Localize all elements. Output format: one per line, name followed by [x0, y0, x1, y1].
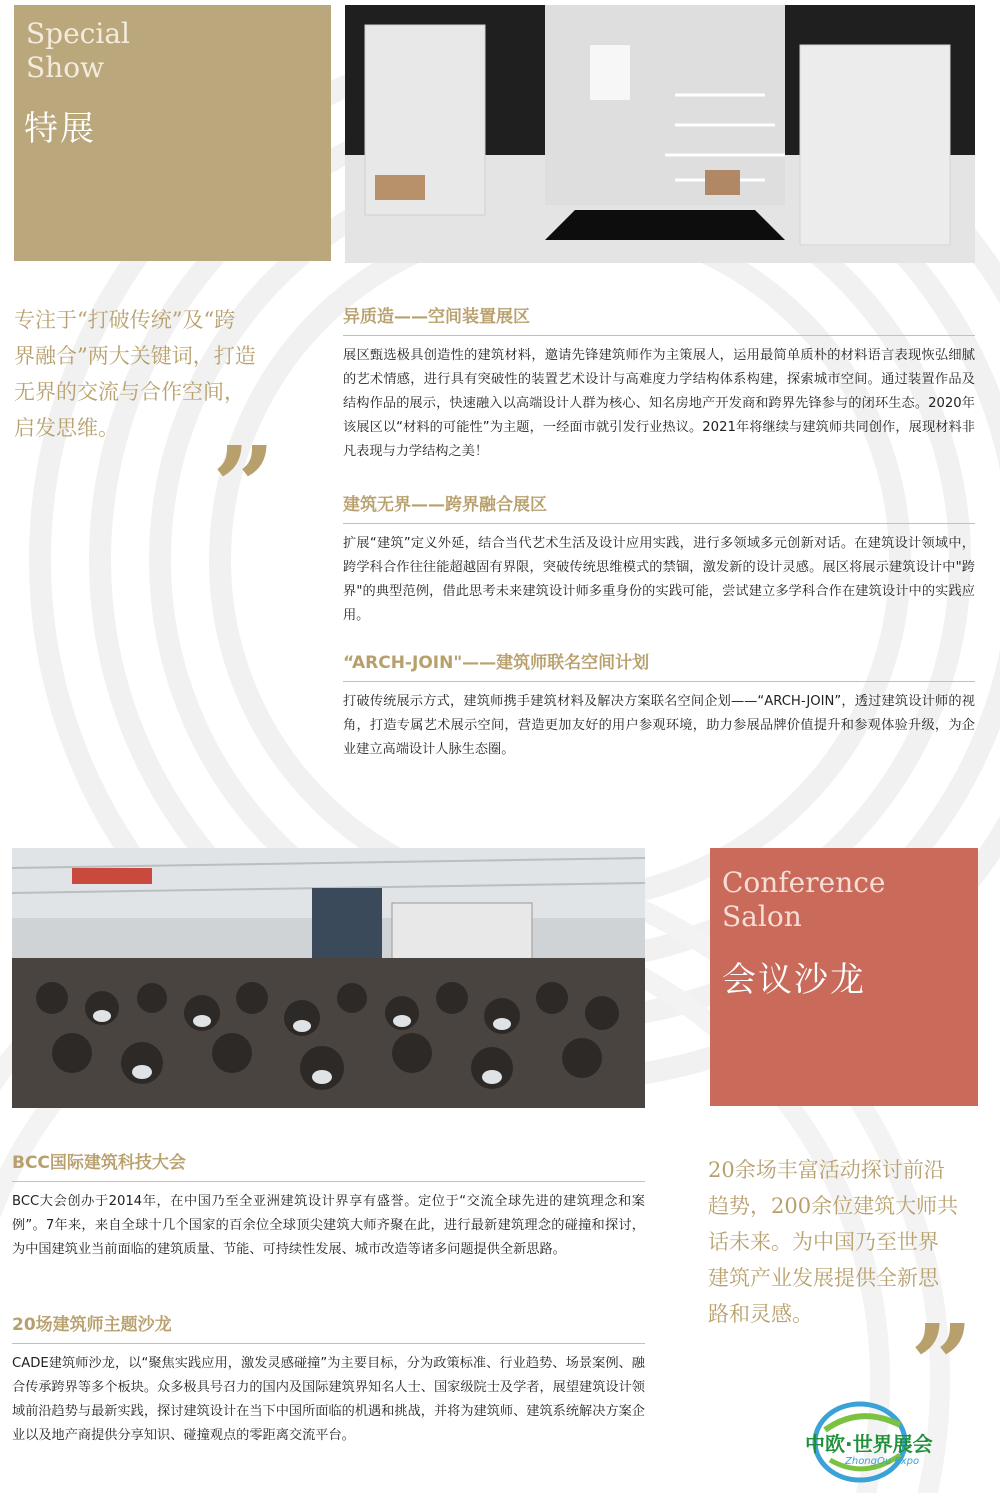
section-title: 建筑无界——跨界融合展区: [343, 490, 975, 524]
special-show-tag-cn: 特展: [24, 109, 96, 149]
special-show-section-1: [343, 302, 975, 464]
logo-text-en: ZhongOu Expo: [845, 1456, 920, 1467]
section-body: 扩展“建筑”定义外延，结合当代艺术生活及设计应用实践，进行多领域多元创新对话。在建筑设计领域中，跨学科合作往往能超越固有界限，突破传统思维模式的禁锢，激发新的设计灵感。展区将展示建筑设计中"跨界"的典型范例，借此思考未来建筑设计师多重身份的实践可能，尝试建立多学科合作在建筑设计中的实践应用。: [343, 536, 975, 623]
conference-salon-tag-en: Conference Salon: [722, 866, 886, 933]
conference-quote-mark: ”: [910, 1300, 974, 1429]
conference-audience-photo: [12, 848, 645, 1108]
special-show-quote: 专注于“打破传统”及“跨 界融合”两大关键词，打造 无界的交流与合作空间， 启发思维。: [14, 308, 256, 440]
section-body: BCC大会创办于2014年，在中国乃至全亚洲建筑设计界享有盛誉。定位于“交流全球先进的建筑理念和案例”。7年来，来自全球十几个国家的百余位全球顶尖建筑大师齐聚在此，进行最新建筑理念的碰撞和探讨，为中国建筑业当前面临的建筑质量、节能、可持续性发展、城市改造等诸多问题提供全新思路。: [12, 1194, 645, 1257]
conference-quote: 20余场丰富活动探讨前沿 趋势，200余位建筑大师共 话未来。为中国乃至世界 建筑产业发展提供全新思 路和灵感。: [708, 1158, 959, 1326]
section-title: 20场建筑师主题沙龙: [12, 1310, 645, 1344]
conference-section-1: [12, 1148, 645, 1262]
section-body: 展区甄选极具创造性的建筑材料，邀请先锋建筑师作为主策展人，运用最简单质朴的材料语言表现恢弘细腻的艺术情感，进行具有突破性的装置艺术设计与高难度力学结构体系构建，探索城市空间。通过装置作品及结构作品的展示，快速融入以高端设计人群为核心、知名房地产开发商和跨界先锋参与的闭环生态。2020年该展区以“材料的可能性”为主题，一经面市就引发行业热议。2021年将继续与建筑师共同创作，展现材料非凡表现与力学结构之美！: [343, 348, 975, 459]
section-title: 异质造——空间装置展区: [343, 302, 975, 336]
conference-salon-tag-cn: 会议沙龙: [722, 960, 866, 1000]
special-show-tag: [14, 5, 331, 261]
special-show-quote-mark: ”: [212, 422, 276, 551]
special-show-tag-en: Special Show: [26, 17, 130, 84]
conference-section-2: [12, 1310, 645, 1448]
logo-text-cn: 中欧·世界展会: [805, 1432, 933, 1456]
section-body: CADE建筑师沙龙，以“聚焦实践应用，激发灵感碰撞”为主要目标，分为政策标准、行业趋势、场景案例、融合传承跨界等多个板块。众多极具号召力的国内及国际建筑界知名人士、国家级院士及学者，展望建筑设计领域前沿趋势与最新实践，探讨建筑设计在当下中国所面临的机遇和挑战，并将为建筑师、建筑系统解决方案企业以及地产商提供分享知识、碰撞观点的零距离交流平台。: [12, 1356, 645, 1443]
zhongou-expo-logo: [805, 1400, 990, 1485]
section-title: “ARCH-JOIN"——建筑师联名空间计划: [343, 648, 975, 682]
conference-salon-tag: [710, 848, 978, 1106]
section-title: BCC国际建筑科技大会: [12, 1148, 645, 1182]
special-show-section-2: [343, 490, 975, 628]
special-show-section-3: [343, 648, 975, 762]
exhibition-installation-photo: [345, 5, 975, 263]
section-body: 打破传统展示方式，建筑师携手建筑材料及解决方案联名空间企划——“ARCH-JOIN”，透过建筑设计师的视角，打造专属艺术展示空间，营造更加友好的用户参观环境，助力参展品牌价值提升和参观体验升级，为企业建立高端设计人脉生态圈。: [343, 694, 975, 757]
